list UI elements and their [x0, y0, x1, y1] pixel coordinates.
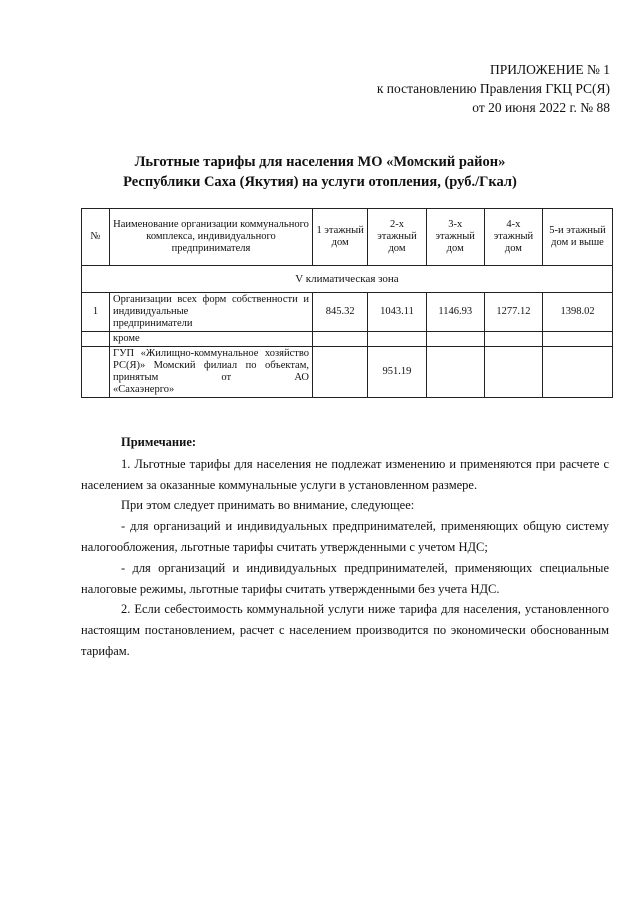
note-paragraph-2: При этом следует принимать во внимание, следующее:: [121, 498, 415, 513]
note-paragraph-3: - для организаций и индивидуальных предпринимателей, применяющих общую систему налогообложения, льготные тарифы считать утвержденными с учетом НДС;: [81, 519, 609, 554]
table-row: [82, 293, 613, 332]
table-header-row: [82, 209, 613, 266]
tariff-5-floor: 1398.02: [543, 293, 613, 332]
tariff-table: [81, 208, 613, 398]
tariff-4-floor: 1277.12: [484, 293, 542, 332]
except-label: кроме: [110, 332, 313, 347]
tariff-2-floor: 951.19: [368, 347, 426, 398]
title-line-2: Республики Саха (Якутия) на услуги отопления, (руб./Гкал): [123, 174, 517, 190]
climate-zone-row: [82, 266, 613, 293]
document-title: [0, 152, 640, 192]
row-number: 1: [82, 293, 110, 332]
organization-name-part-a: ГУП «Жилищно-коммунальное хозяйство РС(Я)» Момский филиал по объектам, принятым от АО: [113, 348, 309, 383]
column-header-2-floor: 2-х этажный дом: [368, 209, 426, 266]
notes-heading: Примечание:: [121, 435, 197, 449]
column-header-1-floor: 1 этажный дом: [313, 209, 368, 266]
column-header-3-floor: 3-х этажный дом: [426, 209, 484, 266]
table-row: [82, 332, 613, 347]
column-header-5-floor: 5-и этажный дом и выше: [543, 209, 613, 266]
notes-section: [81, 432, 609, 662]
note-paragraph-5: 2. Если себестоимость коммунальной услуги ниже тарифа для населения, установленного настоящим постановлением, расчет с населением производится по экономически обоснованным тарифам.: [81, 602, 609, 658]
tariff-3-floor: 1146.93: [426, 293, 484, 332]
organization-name-part-a: Организации всех форм собственности и индивидуальные: [113, 294, 309, 317]
note-paragraph-4: - для организаций и индивидуальных предпринимателей, применяющих специальные налоговые режимы, льготные тарифы считать утвержденными без учета НДС.: [81, 560, 609, 596]
organization-name: [110, 347, 313, 398]
column-header-num: №: [82, 209, 110, 266]
column-header-4-floor: 4-х этажный дом: [484, 209, 542, 266]
organization-name: [110, 293, 313, 332]
tariff-2-floor: 1043.11: [368, 293, 426, 332]
appendix-resolution-ref: к постановлению Правления ГКЦ РС(Я): [376, 81, 610, 96]
title-line-1: Льготные тарифы для населения МО «Момский район»: [134, 154, 506, 170]
row-number: [82, 347, 110, 398]
note-paragraph-1: 1. Льготные тарифы для населения не подлежат изменению и применяются при расчете с населением за оказанные коммунальные услуги в установленном размере.: [81, 456, 609, 492]
organization-name-part-b: «Сахаэнерго»: [113, 384, 175, 395]
organization-name-part-b: предприниматели: [113, 318, 193, 329]
climate-zone-label: V климатическая зона: [82, 266, 613, 293]
appendix-header: [377, 60, 610, 117]
appendix-date: от 20 июня 2022 г. № 88: [472, 100, 610, 115]
row-number: [82, 332, 110, 347]
tariff-1-floor: 845.32: [313, 293, 368, 332]
table-row: [82, 347, 613, 398]
appendix-number: ПРИЛОЖЕНИЕ № 1: [489, 62, 610, 77]
column-header-organization: Наименование организации коммунального комплекса, индивидуального предпринимателя: [110, 209, 313, 266]
